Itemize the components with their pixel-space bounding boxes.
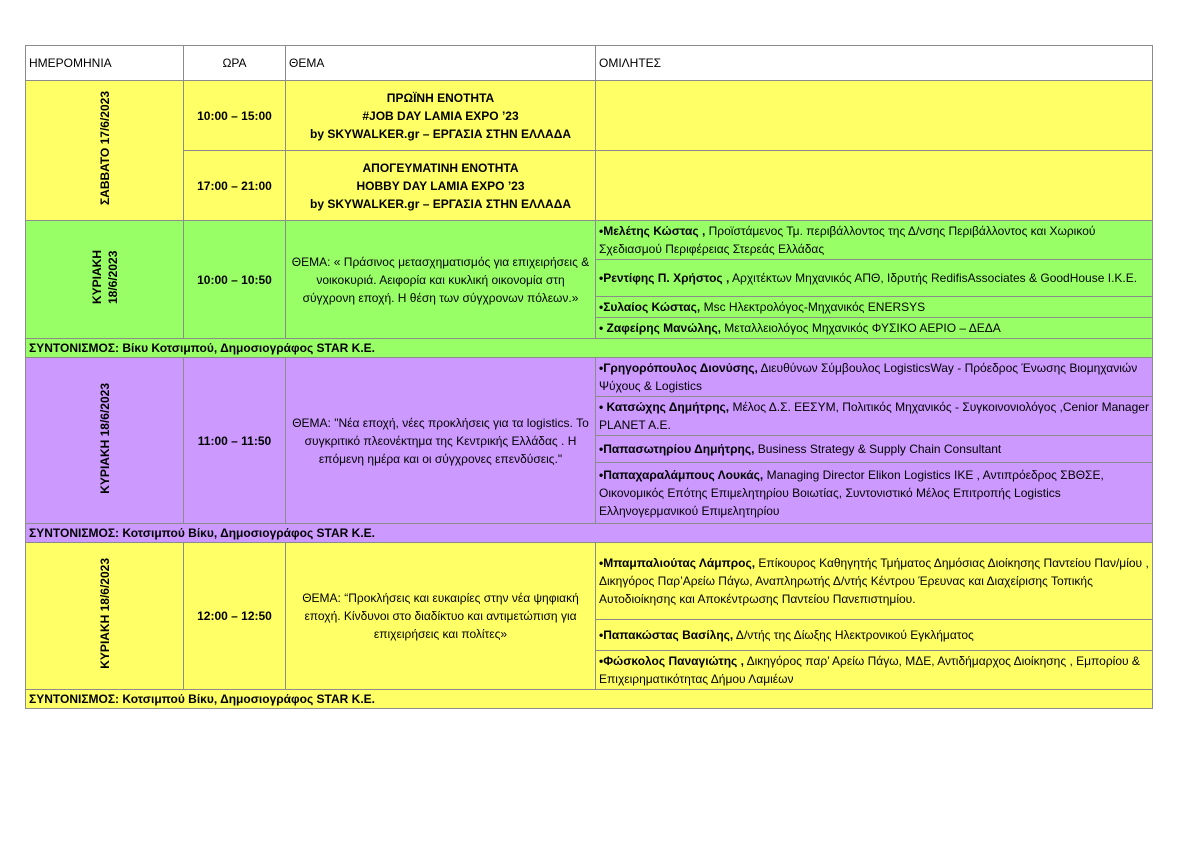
speaker-name: •Μελέτης Κώστας , — [599, 224, 706, 238]
speaker-role: Business Strategy & Supply Chain Consultant — [754, 442, 1002, 456]
session3-date: ΚΥΡΙΑΚΗ 18/6/2023 — [97, 558, 112, 669]
session1-topic: ΘΕΜΑ: « Πράσινος μετασχηματισμός για επιχειρήσεις & νοικοκυριά. Αειφορία και κυκλική οικονομία στη σύγχρονη εποχή. Η θέση των σύγχρονων πόλεων.» — [286, 221, 596, 339]
session1-time: 10:00 – 10:50 — [184, 221, 286, 339]
session1-date-cell — [26, 221, 184, 339]
speaker-role: Δ/ντής της Δίωξης Ηλεκτρονικού Εγκλήματος — [733, 628, 974, 642]
schedule-table — [25, 45, 1153, 709]
morning-event: #JOB DAY LAMIA EXPO ’23 — [362, 108, 519, 123]
speaker-name: •Ρεντίφης Π. Χρήστος , — [599, 271, 730, 285]
session3-row — [26, 543, 1153, 620]
session2-row — [26, 358, 1153, 397]
session2-coordination-row — [26, 524, 1153, 543]
speaker-role: Δικηγόρος παρ’ Αρείω Πάγω, ΜΔΕ, Αντιδήμαρχος Διοίκησης , Εμπορίου & Επιχειρηματικότητας Δήμου Λαμιέων — [599, 654, 1140, 686]
saturday-date: ΣΑΒΒΑΤΟ 17/6/2023 — [97, 90, 112, 206]
session1-row — [26, 221, 1153, 260]
session2-coordination: ΣΥΝΤΟΝΙΣΜΟΣ: Κοτσιμπού Βίκυ, Δημοσιογράφος STAR K.E. — [26, 524, 1153, 543]
session3-time: 12:00 – 12:50 — [184, 543, 286, 690]
session1-speaker-2 — [596, 260, 1153, 297]
saturday-morning-topic — [286, 81, 596, 151]
afternoon-title: ΑΠΟΓΕΥΜΑΤΙΝΗ ΕΝΟΤΗΤΑ — [362, 160, 519, 175]
saturday-morning-time: 10:00 – 15:00 — [184, 81, 286, 151]
session1-coordination-row — [26, 339, 1153, 358]
speaker-role: Μεταλλειολόγος Μηχανικός ΦΥΣΙΚΟ ΑΕΡΙΟ – ΔΕΔΑ — [720, 321, 1001, 335]
session2-speaker-2 — [596, 397, 1153, 436]
speaker-name: • Κατσώχης Δημήτρης, — [599, 400, 730, 414]
header-row — [26, 46, 1153, 81]
session3-coordination-row — [26, 690, 1153, 709]
speaker-name: • Ζαφείρης Μανώλης, — [599, 321, 721, 335]
speaker-name: •Παπακώστας Βασίλης, — [599, 628, 734, 642]
morning-title: ΠΡΩΪΝΗ ΕΝΟΤΗΤΑ — [386, 90, 495, 105]
speaker-name: •Φώσκολος Παναγιώτης , — [599, 654, 744, 668]
speaker-name: •Παπασωτηρίου Δημήτρης, — [599, 442, 755, 456]
session1-date — [89, 250, 121, 304]
session3-speaker-1 — [596, 543, 1153, 620]
speaker-role: Αρχιτέκτων Μηχανικός ΑΠΘ, Ιδρυτής RedifisAssociates & GoodHouse Ι.Κ.Ε. — [729, 271, 1138, 285]
speaker-name: •Παπαχαραλάμπους Λουκάς, — [599, 468, 764, 482]
session1-speaker-4 — [596, 318, 1153, 339]
saturday-morning-speakers — [596, 81, 1153, 151]
session2-topic: ΘΕΜΑ: "Νέα εποχή, νέες προκλήσεις για τα logistics. Το συγκριτικό πλεονέκτημα της Κεντρικής Ελλάδας . Η επόμενη ημέρα και οι σύγχρονες επενδύσεις." — [286, 358, 596, 524]
session3-speaker-3 — [596, 651, 1153, 690]
session2-date: ΚΥΡΙΑΚΗ 18/6/2023 — [97, 382, 112, 494]
saturday-date-cell — [26, 81, 184, 221]
speaker-role: Msc Ηλεκτρολόγος-Μηχανικός ENERSYS — [700, 300, 926, 314]
saturday-afternoon-time: 17:00 – 21:00 — [184, 151, 286, 221]
header-topic: ΘΕΜΑ — [286, 46, 596, 81]
session1-date-day: ΚΥΡΙΑΚΗ — [89, 249, 104, 304]
speaker-name: •Συλαίος Κώστας, — [599, 300, 701, 314]
session3-speaker-2 — [596, 620, 1153, 651]
header-date: ΗΜΕΡΟΜΗΝΙΑ — [26, 46, 184, 81]
afternoon-organizer: by SKYWALKER.gr – ΕΡΓΑΣΙΑ ΣΤΗΝ ΕΛΛΑΔΑ — [310, 196, 571, 211]
speaker-name: •Μπαμπαλιούτας Λάμπρος, — [599, 556, 756, 570]
morning-organizer: by SKYWALKER.gr – ΕΡΓΑΣΙΑ ΣΤΗΝ ΕΛΛΑΔΑ — [310, 126, 571, 141]
session3-coordination: ΣΥΝΤΟΝΙΣΜΟΣ: Κοτσιμπού Βίκυ, Δημοσιογράφος STAR K.E. — [26, 690, 1153, 709]
header-speakers: ΟΜΙΛΗΤΕΣ — [596, 46, 1153, 81]
session1-speaker-3 — [596, 297, 1153, 318]
session1-speaker-1 — [596, 221, 1153, 260]
session1-date-value: 18/6/2023 — [105, 250, 120, 304]
speaker-role: Managing Director Elikon Logistics ΙΚΕ , Αντιπρόεδρος ΣΒΘΣΕ, Οικονομικός Επότης Επιμελητηρίου Βοιωτίας, Συντονιστικό Μέλος Επιτροπής Logistics Ελληνογερμανικού Επιμελητηρίου — [599, 468, 1104, 518]
afternoon-event: HOBBY DAY LAMIA EXPO ’23 — [356, 178, 525, 193]
saturday-afternoon-topic — [286, 151, 596, 221]
saturday-morning-row — [26, 81, 1153, 151]
speaker-role: Διευθύνων Σύμβουλος LogisticsWay - Πρόεδρος Ένωσης Βιομηχανιών Ψύχους & Logistics — [599, 361, 1138, 393]
speaker-name: •Γρηγορόπουλος Διονύσης, — [599, 361, 758, 375]
session2-speaker-1 — [596, 358, 1153, 397]
session1-coordination: ΣΥΝΤΟΝΙΣΜΟΣ: Βίκυ Κοτσιμπού, Δημοσιογράφος STAR K.E. — [26, 339, 1153, 358]
saturday-afternoon-row — [26, 151, 1153, 221]
session2-date-cell — [26, 358, 184, 524]
session2-speaker-4 — [596, 463, 1153, 524]
session2-time: 11:00 – 11:50 — [184, 358, 286, 524]
saturday-afternoon-speakers — [596, 151, 1153, 221]
speaker-role: Προϊστάμενος Τμ. περιβάλλοντος της Δ/νσης Περιβάλλοντος και Χωρικού Σχεδιασμού Περιφέρειας Στερεάς Ελλάδας — [599, 224, 1096, 256]
session2-speaker-3 — [596, 436, 1153, 463]
speaker-role: Μέλος Δ.Σ. ΕΕΣΥΜ, Πολιτικός Μηχανικός - Συγκοινονιολόγος ,Cenior Manager PLANET A.E. — [599, 400, 1149, 432]
session3-topic: ΘΕΜΑ: “Προκλήσεις και ευκαιρίες στην νέα ψηφιακή εποχή. Κίνδυνοι στο διαδίκτυο και αντιμετώπιση για επιχειρήσεις και πολίτες» — [286, 543, 596, 690]
session3-date-cell — [26, 543, 184, 690]
header-time: ΩΡΑ — [184, 46, 286, 81]
speaker-role: Επίκουρος Καθηγητής Τμήματος Δημόσιας Διοίκησης Παντείου Παν/μίου , Δικηγόρος Παρ’Αρείω Πάγω, Αναπληρωτής Δ/ντής Κέντρου Έρευνας και Διαχείρισης Τοπικής Αυτοδιοίκησης και Αποκέντρωσης Παντείου Πανεπιστημίου. — [599, 556, 1149, 606]
